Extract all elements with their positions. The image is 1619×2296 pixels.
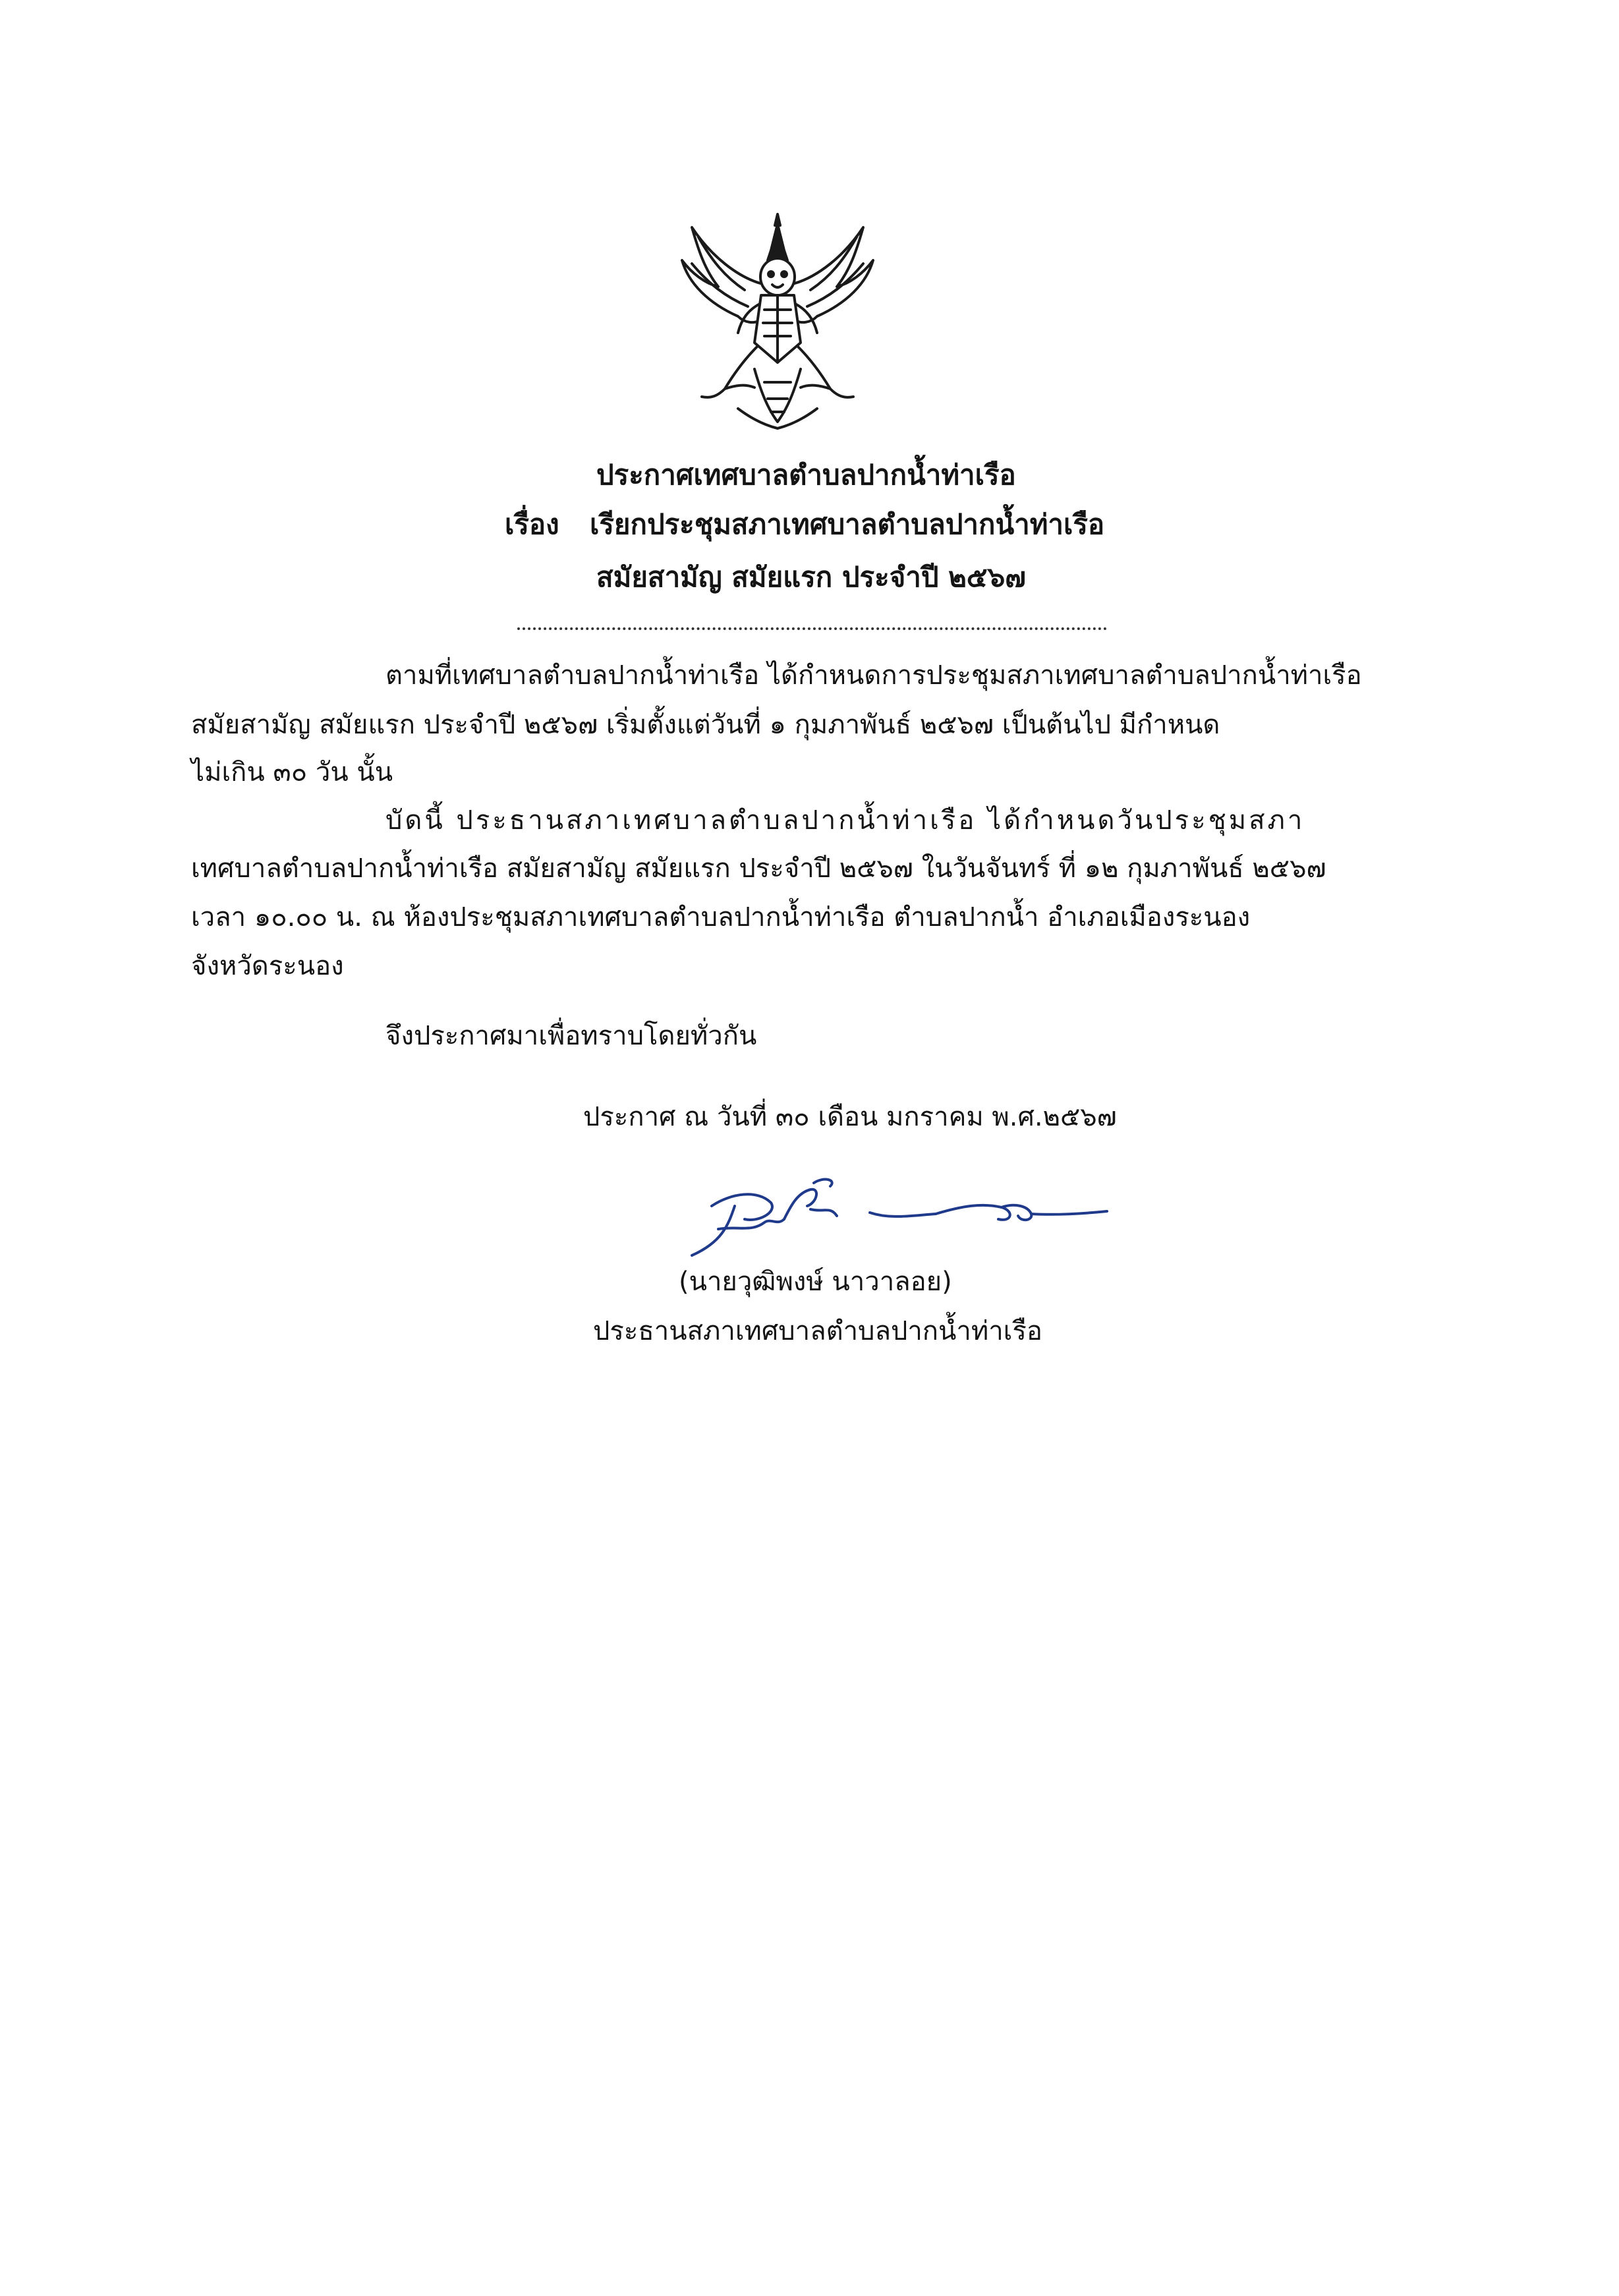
subject-label: เรื่อง [505,508,559,540]
paragraph2-line1: บัดนี้ ประธานสภาเทศบาลตำบลปากน้ำท่าเรือ ได้กำหนดวันประชุมสภา [385,805,1305,836]
paragraph1-line1: ตามที่เทศบาลตำบลปากน้ำท่าเรือ ได้กำหนดการประชุมสภาเทศบาลตำบลปากน้ำท่าเรือ [385,660,1362,691]
dotted-divider [517,627,1107,630]
garuda-emblem-icon [672,211,883,442]
session-line: สมัยสามัญ สมัยแรก ประจำปี ๒๕๖๗ [596,561,1026,593]
announcement-date: ประกาศ ณ วันที่ ๓๐ เดือน มกราคม พ.ศ.๒๕๖๗ [583,1102,1117,1132]
handwritten-signature [672,1166,1120,1272]
closing-line: จึงประกาศมาเพื่อทราบโดยทั่วกัน [385,1021,757,1051]
signer-name: (นายวุฒิพงษ์ นาวาลอย) [679,1267,952,1297]
paragraph2-line4: จังหวัดระนอง [191,951,344,981]
signer-position: ประธานสภาเทศบาลตำบลปากน้ำท่าเรือ [593,1316,1042,1346]
paragraph1-line2: สมัยสามัญ สมัยแรก ประจำปี ๒๕๖๗ เริ่มตั้งแต่วันที่ ๑ กุมภาพันธ์ ๒๕๖๗ เป็นต้นไป มีกำหนด [191,710,1220,740]
paragraph2-line3: เวลา ๑๐.๐๐ น. ณ ห้องประชุมสภาเทศบาลตำบลปากน้ำท่าเรือ ตำบลปากน้ำ อำเภอเมืองระนอง [191,902,1251,933]
subject-text: เรียกประชุมสภาเทศบาลตำบลปากน้ำท่าเรือ [590,508,1105,540]
announcement-title: ประกาศเทศบาลตำบลปากน้ำท่าเรือ [596,459,1016,491]
paragraph2-line2: เทศบาลตำบลปากน้ำท่าเรือ สมัยสามัญ สมัยแรก ประจำปี ๒๕๖๗ ในวันจันทร์ ที่ ๑๒ กุมภาพันธ์ ๒๕๖๗ [191,853,1326,884]
paragraph1-line3: ไม่เกิน ๓๐ วัน นั้น [191,757,393,788]
